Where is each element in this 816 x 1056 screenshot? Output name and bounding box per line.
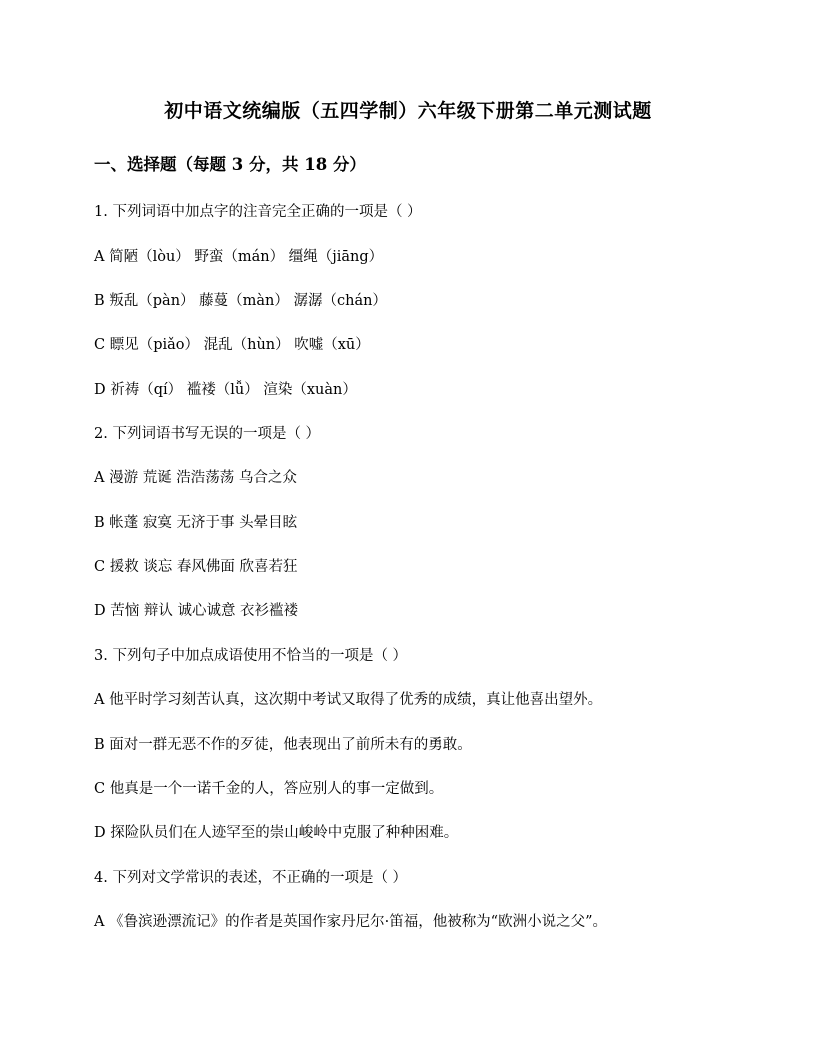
section-heading-choice: 一、选择题（每题 3 分，共 18 分） bbox=[94, 155, 366, 174]
question-3-option-a: A 他平时学习刻苦认真，这次期中考试又取得了优秀的成绩，真让他喜出望外。 bbox=[94, 692, 603, 708]
question-2-option-b: B 帐蓬 寂寞 无济于事 头晕目眩 bbox=[94, 515, 298, 531]
question-2: 2. 下列词语书写无误的一项是（ ） bbox=[94, 426, 321, 442]
question-1-option-d: D 祈祷（qí） 褴褛（lǚ） 渲染（xuàn） bbox=[94, 382, 357, 398]
document-title: 初中语文统编版（五四学制）六年级下册第二单元测试题 bbox=[164, 100, 652, 122]
question-1-option-b: B 叛乱（pàn） 藤蔓（màn） 潺潺（chán） bbox=[94, 293, 387, 309]
question-1-option-c: C 瞟见（piǎo） 混乱（hùn） 吹嘘（xū） bbox=[94, 337, 370, 353]
question-2-option-d: D 苦恼 辩认 诚心诚意 衣衫褴褛 bbox=[94, 603, 299, 619]
question-4-option-a: A 《鲁滨逊漂流记》的作者是英国作家丹尼尔·笛福，他被称为“欧洲小说之父”。 bbox=[94, 914, 608, 930]
question-4: 4. 下列对文学常识的表述，不正确的一项是（ ） bbox=[94, 870, 408, 886]
question-2-option-a: A 漫游 荒诞 浩浩荡荡 乌合之众 bbox=[94, 470, 297, 486]
question-3-option-b: B 面对一群无恶不作的歹徒，他表现出了前所未有的勇敢。 bbox=[94, 737, 472, 753]
question-3: 3. 下列句子中加点成语使用不恰当的一项是（ ） bbox=[94, 648, 408, 664]
question-3-option-d: D 探险队员们在人迹罕至的崇山峻岭中克服了种种困难。 bbox=[94, 825, 459, 841]
question-1-option-a: A 简陋（lòu） 野蛮（mán） 缰绳（jiāng） bbox=[94, 249, 384, 265]
question-3-option-c: C 他真是一个一诺千金的人，答应别人的事一定做到。 bbox=[94, 781, 444, 797]
question-1: 1. 下列词语中加点字的注音完全正确的一项是（ ） bbox=[94, 204, 422, 220]
question-2-option-c: C 援救 谈忘 春风佛面 欣喜若狂 bbox=[94, 559, 298, 575]
